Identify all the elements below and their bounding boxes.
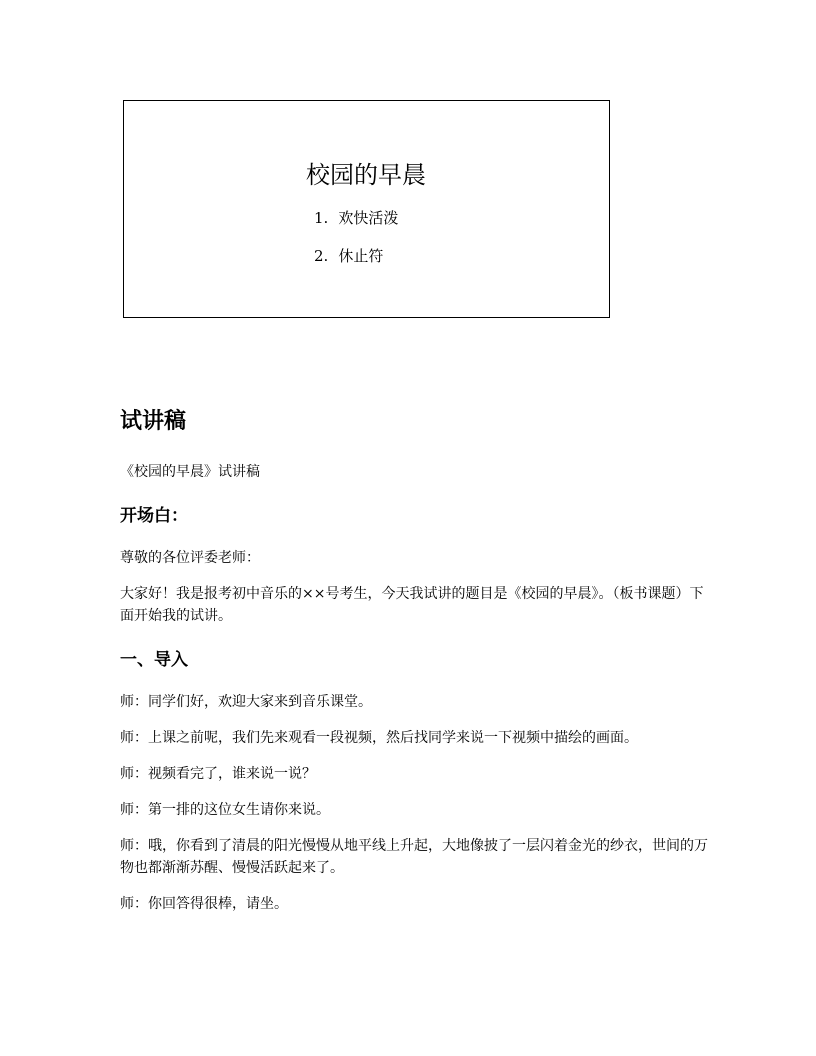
paragraph: 师：你回答得很棒，请坐。 — [120, 896, 288, 912]
paragraph: 师：同学们好，欢迎大家来到音乐课堂。 — [120, 694, 372, 710]
lecture-document — [120, 405, 710, 915]
opening-heading: 开场白： — [120, 506, 188, 526]
blackboard-item — [314, 208, 398, 228]
paragraph: 师：哦，你看到了清晨的阳光慢慢从地平线上升起，大地像披了一层闪着金光的纱衣，世间的万物也都渐渐苏醒、慢慢活跃起来了。 — [120, 838, 708, 876]
document-heading: 试讲稿 — [120, 409, 187, 434]
blackboard-item-text: 欢快活泼 — [338, 209, 399, 227]
paragraph: 师：第一排的这位女生请你来说。 — [120, 802, 330, 818]
blackboard-item-number: 2. — [314, 247, 329, 265]
paragraph: 师：上课之前呢，我们先来观看一段视频，然后找同学来说一下视频中描绘的画面。 — [120, 730, 638, 746]
blackboard-item-number: 1. — [314, 209, 329, 227]
document-subtitle: 《校园的早晨》试讲稿 — [120, 464, 260, 480]
paragraph: 师：视频看完了，谁来说一说？ — [120, 766, 316, 782]
paragraph: 尊敬的各位评委老师： — [120, 550, 260, 566]
paragraph: 大家好！我是报考初中音乐的××号考生，今天我试讲的题目是《校园的早晨》。（板书课题）下面开始我的试讲。 — [120, 586, 704, 624]
blackboard-board — [123, 100, 610, 318]
section-heading: 一、导入 — [120, 650, 188, 670]
blackboard-item — [314, 246, 383, 266]
blackboard-title: 校园的早晨 — [306, 161, 426, 189]
blackboard-item-text: 休止符 — [338, 247, 384, 265]
